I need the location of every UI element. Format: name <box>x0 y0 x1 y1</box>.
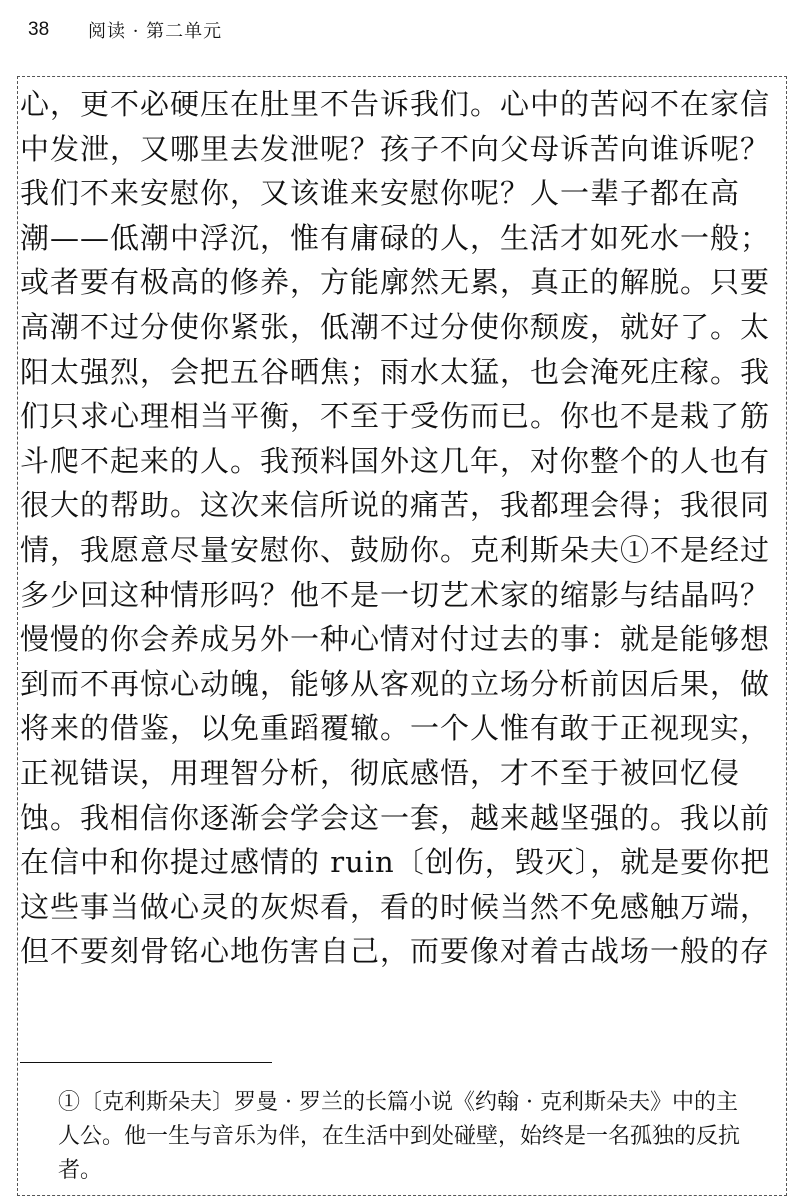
text-line: 蚀。我相信你逐渐会学会这一套，越来越坚强的。我以前 <box>20 800 771 835</box>
text-line: 这些事当做心灵的灰烬看，看的时候当然不免感触万端， <box>20 889 771 924</box>
section-title: 阅读 · 第二单元 <box>88 21 223 42</box>
footnote-line: ①〔克利斯朵夫〕罗曼 · 罗兰的长篇小说《约翰 · 克利斯朵夫》中的主 <box>58 1090 738 1115</box>
text-line: 到而不再惊心动魄，能够从客观的立场分析前因后果，做 <box>20 666 771 701</box>
text-line: 很大的帮助。这次来信所说的痛苦，我都理会得；我很同 <box>20 488 771 523</box>
text-line: 慢慢的你会养成另外一种心情对付过去的事：就是能够想 <box>20 622 771 657</box>
footnote-line: 人公。他一生与音乐为伴，在生活中到处碰壁，始终是一名孤独的反抗 <box>58 1124 741 1149</box>
text-line: 但不要刻骨铭心地伤害自己，而要像对着古战场一般的存 <box>20 934 771 969</box>
footnote-line: 者。 <box>58 1158 103 1183</box>
text-line: 我们不来安慰你，又该谁来安慰你呢？人一辈子都在高 <box>20 176 741 211</box>
text-line: 阳太强烈，会把五谷晒焦；雨水太猛，也会淹死庄稼。我 <box>20 354 771 389</box>
text-line: 潮——低潮中浮沉，惟有庸碌的人，生活才如死水一般； <box>20 220 771 255</box>
page-header <box>28 10 222 50</box>
text-line: 高潮不过分使你紧张，低潮不过分使你颓废，就好了。太 <box>20 309 771 344</box>
text-line: 斗爬不起来的人。我预料国外这几年，对你整个的人也有 <box>20 443 771 478</box>
text-line: 将来的借鉴，以免重蹈覆辙。一个人惟有敢于正视现实， <box>20 711 771 746</box>
text-line: 中发泄，又哪里去发泄呢？孩子不向父母诉苦向谁诉呢？ <box>20 131 771 166</box>
text-line: 或者要有极高的修养，方能廓然无累，真正的解脱。只要 <box>20 265 771 300</box>
text-line: 们只求心理相当平衡，不至于受伤而已。你也不是栽了筋 <box>20 399 771 434</box>
text-line: 情，我愿意尽量安慰你、鼓励你。克利斯朵夫①不是经过 <box>20 532 771 567</box>
footnote-rule <box>20 1062 272 1063</box>
text-line: 在信中和你提过感情的 ruin〔创伤，毁灭〕，就是要你把 <box>20 845 771 880</box>
body-text <box>20 82 786 974</box>
footnote <box>58 1086 782 1188</box>
text-line: 多少回这种情形吗？他不是一切艺术家的缩影与结晶吗？ <box>20 577 771 612</box>
text-line: 心，更不必硬压在肚里不告诉我们。心中的苦闷不在家信 <box>20 87 771 121</box>
text-line: 正视错误，用理智分析，彻底感悟，才不至于被回忆侵 <box>20 755 741 790</box>
page-number: 38 <box>28 19 50 40</box>
